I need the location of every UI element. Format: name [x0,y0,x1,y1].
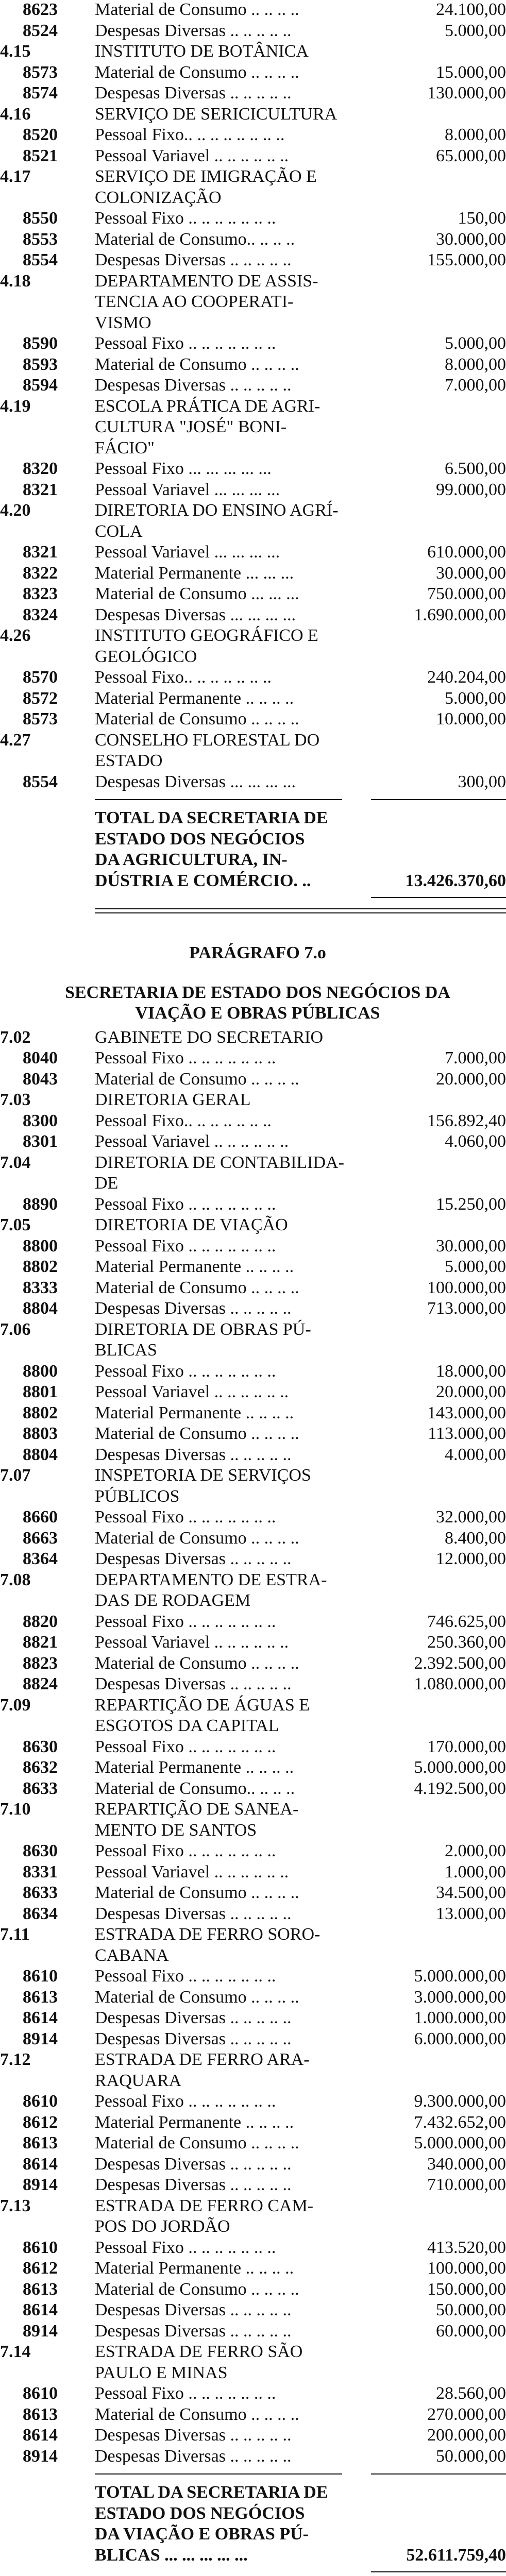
section-number: 7.05 [0,1215,31,1234]
section-heading: COLONIZAÇÃO [95,188,222,207]
expense-label: Pessoal Variavel .. .. .. .. .. .. [95,1633,289,1652]
expense-code: 8914 [23,2446,58,2466]
expense-label: Material de Consumo .. .. .. .. [95,1278,299,1297]
expense-amount: 4.060,00 [445,1132,506,1151]
expense-label: Material Permanente .. .. .. .. [95,2259,294,2278]
expense-label: Material Permanente .. .. .. .. [95,1403,294,1422]
expense-amount: 8.000,00 [445,125,506,144]
expense-label: Pessoal Fixo .. .. .. .. .. .. .. [95,1612,276,1631]
expense-amount: 713.000,00 [427,1299,506,1318]
expense-label: Despesas Diversas .. .. .. .. .. [95,1904,292,1923]
expense-amount: 1.690.000,00 [414,605,506,624]
expense-amount: 7.000,00 [445,1048,506,1067]
expense-label: Pessoal Variavel .. .. .. .. .. .. [95,1132,289,1151]
expense-label: Pessoal Fixo .. .. .. .. .. .. .. [95,2238,276,2257]
expense-amount: 8.000,00 [445,354,506,374]
expense-code: 8594 [23,376,58,395]
section-heading: CABANA [95,1945,169,1965]
expense-code: 8321 [23,543,58,562]
section-heading: RAQUARA [95,2071,182,2090]
expense-amount: 2.000,00 [445,1841,506,1860]
expense-label: Despesas Diversas .. .. .. .. .. [95,1445,292,1464]
expense-label: Despesas Diversas ... ... ... ... [95,772,296,791]
expense-label: Pessoal Fixo .. .. .. .. .. .. .. [95,1737,276,1756]
chapter-title: VIAÇÃO E OBRAS PÚBLICAS [135,1004,380,1023]
total-label: DA AGRICULTURA, IN- [95,850,288,869]
expense-amount: 6.500,00 [445,459,506,478]
expense-label: Material de Consumo .. .. .. .. [95,1069,299,1089]
expense-amount: 5.000.000,00 [414,2133,506,2153]
expense-label: Pessoal Fixo .. .. .. .. .. .. .. [95,2092,276,2111]
expense-amount: 113.000,00 [428,1424,506,1443]
expense-amount: 5.000.000,00 [414,1967,506,1986]
expense-amount: 5.000,00 [445,688,506,708]
expense-code: 8613 [23,2279,58,2299]
expense-amount: 270.000,00 [427,2404,506,2424]
section-heading: GEOLÓGICO [95,647,197,666]
expense-code: 8613 [23,2404,58,2424]
expense-code: 8634 [23,1904,58,1923]
expense-amount: 34.500,00 [436,1883,506,1902]
expense-code: 8800 [23,1236,58,1256]
expense-amount: 150,00 [458,209,506,228]
expense-amount: 100.000,00 [427,1278,506,1297]
expense-amount: 4.000,00 [445,1445,506,1464]
section-heading: DE [95,1174,119,1193]
expense-amount: 20.000,00 [436,1382,506,1401]
section-heading: INSTITUTO DE BOTÂNICA [95,42,309,61]
expense-code: 8524 [23,21,58,40]
expense-label: Pessoal Fixo .. .. .. .. .. .. .. [95,1507,276,1527]
expense-label: Material de Consumo.. .. .. .. [95,229,295,249]
expense-code: 8800 [23,1361,58,1381]
expense-label: Pessoal Fixo.. .. .. .. .. .. .. [95,668,272,687]
expense-code: 8610 [23,2238,58,2257]
expense-code: 8610 [23,1967,58,1986]
expense-amount: 750.000,00 [427,584,506,603]
expense-amount: 5.000,00 [445,1257,506,1276]
section-number: 7.09 [0,1695,31,1715]
expense-label: Pessoal Fixo .. .. .. .. .. .. .. [95,1967,276,1986]
section-number: 7.10 [0,1800,31,1819]
expense-label: Pessoal Fixo .. .. .. .. .. .. .. [95,209,276,228]
expense-code: 8324 [23,605,58,624]
section-number: 7.13 [0,2196,31,2215]
section-number: 7.06 [0,1319,31,1339]
expense-label: Material de Consumo .. .. .. .. [95,0,299,19]
section-heading: TENCIA AO COOPERATI- [95,292,294,311]
section-heading: REPARTIÇÃO DE SANEA- [95,1800,299,1819]
section-number: 4.16 [0,104,31,124]
total-label: BLICAS ... ... ... ... ... [95,2545,248,2565]
expense-amount: 28.560,00 [436,2384,506,2403]
expense-amount: 1.080.000,00 [414,1674,506,1693]
expense-code: 8663 [23,1528,58,1548]
expense-label: Despesas Diversas .. .. .. .. .. [95,2321,292,2341]
expense-code: 8364 [23,1549,58,1568]
expense-amount: 610.000,00 [427,543,506,562]
section-end-rule [95,912,506,913]
expense-code: 8614 [23,2426,58,2445]
expense-amount: 1.000,00 [445,1862,506,1882]
expense-label: Despesas Diversas .. .. .. .. .. [95,1674,292,1693]
expense-amount: 156.892,40 [427,1111,506,1130]
expense-label: Pessoal Fixo .. .. .. .. .. .. .. [95,334,276,353]
expense-code: 8801 [23,1382,58,1401]
expense-amount: 60.000,00 [436,2321,506,2341]
expense-amount: 50.000,00 [436,2300,506,2319]
expense-label: Pessoal Fixo .. .. .. .. .. .. .. [95,1236,276,1256]
section-number: 7.11 [0,1925,30,1944]
expense-code: 8572 [23,688,58,708]
section-heading: INSPETORIA DE SERVIÇOS [95,1466,311,1485]
expense-code: 8914 [23,2175,58,2194]
expense-label: Despesas Diversas ... ... ... ... [95,605,296,624]
expense-amount: 2.392.500,00 [414,1653,506,1673]
expense-amount: 143.000,00 [427,1403,506,1422]
section-number: 7.07 [0,1466,31,1485]
section-heading: ESTRADA DE FERRO ARA- [95,2050,310,2069]
expense-amount: 1.000.000,00 [414,2008,506,2027]
expense-label: Material de Consumo .. .. .. .. [95,1883,299,1902]
expense-code: 8574 [23,83,58,103]
expense-code: 8320 [23,459,58,478]
expense-amount: 9.300.000,00 [414,2092,506,2111]
expense-code: 8820 [23,1612,58,1631]
section-number: 7.14 [0,2342,31,2361]
expense-label: Material de Consumo .. .. .. .. [95,354,299,374]
total-amount-top-rule [371,2473,506,2475]
expense-label: Despesas Diversas .. .. .. .. .. [95,2300,292,2319]
expense-label: Despesas Diversas .. .. .. .. .. [95,2446,292,2466]
chapter-title: SECRETARIA DE ESTADO DOS NEGÓCIOS DA [65,982,450,1002]
expense-amount: 20.000,00 [436,1069,506,1089]
expense-amount: 170.000,00 [427,1737,506,1756]
expense-code: 8590 [23,334,58,353]
section-heading: DIRETORIA DE CONTABILIDA- [95,1153,344,1172]
section-heading: ESGOTOS DA CAPITAL [95,1716,279,1735]
section-heading: DAS DE RODAGEM [95,1591,251,1610]
expense-code: 8614 [23,2300,58,2319]
expense-label: Material Permanente .. .. .. .. [95,2112,294,2132]
expense-code: 8321 [23,480,58,499]
expense-code: 8803 [23,1424,58,1443]
total-top-rule [95,799,342,800]
total-label: DÚSTRIA E COMÉRCIO. .. [95,871,311,890]
expense-label: Material Permanente ... ... ... [95,563,294,583]
expense-code: 8632 [23,1758,58,1777]
expense-label: Material de Consumo .. .. .. .. [95,709,299,728]
expense-amount: 3.000.000,00 [414,1987,506,2007]
section-number: 7.03 [0,1090,31,1109]
expense-code: 8802 [23,1403,58,1422]
expense-label: Despesas Diversas .. .. .. .. .. [95,1299,292,1318]
expense-label: Material de Consumo .. .. .. .. [95,2279,299,2299]
section-heading: INSTITUTO GEOGRÁFICO E [95,626,318,645]
expense-amount: 4.192.500,00 [414,1778,506,1798]
section-heading: DIRETORIA GERAL [95,1090,251,1109]
section-number: 7.02 [0,1027,31,1047]
expense-amount: 200.000,00 [427,2426,506,2445]
expense-code: 8573 [23,709,58,728]
expense-code: 8573 [23,62,58,82]
expense-amount: 7.000,00 [445,376,506,395]
section-heading: ESTRADA DE FERRO SÃO [95,2342,303,2361]
expense-code: 8630 [23,1737,58,1756]
expense-label: Pessoal Variavel .. .. .. .. .. .. [95,1382,289,1401]
expense-code: 8614 [23,2154,58,2174]
expense-code: 8623 [23,0,58,19]
section-heading: ESCOLA PRÁTICA DE AGRI- [95,396,321,416]
expense-label: Material de Consumo .. .. .. .. [95,1987,299,2007]
section-heading: ESTRADA DE FERRO SORO- [95,1925,321,1944]
expense-code: 8554 [23,772,58,791]
expense-amount: 250.360,00 [427,1633,506,1652]
expense-label: Pessoal Fixo .. .. .. .. .. .. .. [95,2384,276,2403]
expense-code: 8660 [23,1507,58,1527]
section-number: 4.26 [0,626,31,645]
section-number: 7.04 [0,1153,31,1172]
expense-amount: 100.000,00 [427,2259,506,2278]
expense-amount: 340.000,00 [427,2154,506,2174]
total-amount: 13.426.370,60 [405,871,506,890]
section-number: 7.08 [0,1570,31,1589]
section-heading: CULTURA "JOSÉ" BONI- [95,417,287,436]
expense-label: Material de Consumo .. .. .. .. [95,1424,299,1443]
expense-label: Pessoal Fixo .. .. .. .. .. .. .. [95,1048,276,1067]
expense-amount: 30.000,00 [436,229,506,249]
expense-code: 8630 [23,1841,58,1860]
expense-code: 8823 [23,1653,58,1673]
section-heading: VISMO [95,313,151,332]
expense-amount: 32.000,00 [436,1507,506,1527]
section-number: 4.15 [0,42,31,61]
expense-amount: 18.000,00 [436,1361,506,1381]
section-number: 4.19 [0,396,31,416]
section-heading: DIRETORIA DO ENSINO AGRÍ- [95,501,339,520]
expense-amount: 8.400,00 [445,1528,506,1548]
expense-amount: 12.000,00 [436,1549,506,1568]
expense-label: Despesas Diversas .. .. .. .. .. [95,2154,292,2174]
expense-code: 8613 [23,1987,58,2007]
expense-amount: 13.000,00 [436,1904,506,1923]
total-label: DA VIAÇÃO E OBRAS PÚ- [95,2524,309,2544]
expense-label: Material Permanente .. .. .. .. [95,1257,294,1276]
expense-label: Pessoal Fixo .. .. .. .. .. .. .. [95,1361,276,1381]
expense-label: Pessoal Variavel ... ... ... ... [95,480,280,499]
expense-label: Material Permanente .. .. .. .. [95,1758,294,1777]
expense-label: Despesas Diversas .. .. .. .. .. [95,2426,292,2445]
expense-label: Pessoal Fixo .. .. .. .. .. .. .. [95,1841,276,1860]
expense-label: Material de Consumo .. .. .. .. [95,1528,299,1548]
expense-amount: 413.520,00 [427,2238,506,2257]
expense-label: Despesas Diversas .. .. .. .. .. [95,2029,292,2048]
expense-code: 8593 [23,354,58,374]
expense-code: 8633 [23,1778,58,1798]
expense-label: Material de Consumo .. .. .. .. [95,2133,299,2153]
expense-amount: 6.000.000,00 [414,2029,506,2048]
total-label: TOTAL DA SECRETARIA DE [95,808,328,827]
expense-code: 8301 [23,1132,58,1151]
expense-amount: 15.250,00 [436,1194,506,1214]
total-amount-bottom-rule [371,2571,506,2572]
section-heading: ESTRADA DE FERRO CAM- [95,2196,314,2215]
expense-code: 8612 [23,2112,58,2132]
expense-amount: 10.000,00 [436,709,506,728]
section-heading: BLICAS [95,1341,157,1360]
expense-code: 8612 [23,2259,58,2278]
expense-code: 8570 [23,668,58,687]
expense-label: Despesas Diversas .. .. .. .. .. [95,21,292,40]
expense-label: Material de Consumo .. .. .. .. [95,2404,299,2424]
total-amount: 52.611.759,40 [406,2545,506,2565]
total-amount-bottom-rule [371,897,506,898]
expense-amount: 50.000,00 [436,2446,506,2466]
section-end-rule [95,908,506,909]
expense-amount: 5.000,00 [445,334,506,353]
expense-code: 8614 [23,2008,58,2027]
expense-code: 8043 [23,1069,58,1089]
expense-amount: 710.000,00 [427,2175,506,2194]
section-heading: DEPARTAMENTO DE ASSIS- [95,271,318,291]
total-top-rule [95,2473,342,2475]
expense-code: 8521 [23,146,58,165]
expense-code: 8613 [23,2133,58,2153]
expense-label: Material de Consumo .. .. .. .. [95,62,299,82]
expense-code: 8821 [23,1633,58,1652]
expense-label: Pessoal Variavel .. .. .. .. .. .. [95,146,289,165]
expense-label: Despesas Diversas .. .. .. .. .. [95,250,292,269]
expense-code: 8890 [23,1194,58,1214]
expense-amount: 24.100,00 [436,0,506,19]
expense-code: 8610 [23,2384,58,2403]
total-label: ESTADO DOS NEGÓCIOS [95,829,305,849]
expense-amount: 7.432.652,00 [414,2112,506,2132]
expense-label: Material de Consumo ... ... ... [95,584,299,603]
expense-label: Pessoal Variavel .. .. .. .. .. .. [95,1862,289,1882]
chapter-title: PARÁGRAFO 7.o [189,943,326,962]
expense-code: 8520 [23,125,58,144]
expense-code: 8553 [23,229,58,249]
expense-label: Pessoal Variavel ... ... ... ... [95,543,280,562]
expense-code: 8802 [23,1257,58,1276]
section-heading: MENTO DE SANTOS [95,1820,257,1840]
expense-code: 8914 [23,2029,58,2048]
section-heading: CONSELHO FLORESTAL DO [95,730,320,750]
expense-code: 8914 [23,2321,58,2341]
section-heading: SERVIÇO DE IMIGRAÇÃO E [95,167,317,186]
expense-label: Material de Consumo.. .. .. .. [95,1778,295,1798]
expense-amount: 300,00 [458,772,506,791]
expense-code: 8040 [23,1048,58,1067]
section-heading: COLA [95,521,143,541]
expense-amount: 30.000,00 [436,1236,506,1256]
expense-code: 8804 [23,1299,58,1318]
section-heading: DIRETORIA DE VIAÇÃO [95,1215,288,1234]
expense-amount: 746.625,00 [427,1612,506,1631]
expense-code: 8333 [23,1278,58,1297]
expense-label: Despesas Diversas .. .. .. .. .. [95,376,292,395]
section-heading: GABINETE DO SECRETARIO [95,1027,324,1047]
expense-label: Despesas Diversas .. .. .. .. .. [95,1549,292,1568]
section-number: 7.12 [0,2050,31,2069]
section-heading: ESTADO [95,751,163,770]
section-heading: SERVIÇO DE SERICICULTURA [95,104,338,124]
expense-code: 8322 [23,563,58,583]
section-heading: REPARTIÇÃO DE ÁGUAS E [95,1695,310,1715]
expense-amount: 5.000,00 [445,21,506,40]
total-amount-top-rule [371,799,506,800]
expense-label: Pessoal Fixo .. .. .. .. .. .. .. [95,1194,276,1214]
expense-amount: 240.204,00 [427,668,506,687]
expense-code: 8610 [23,2092,58,2111]
expense-label: Material de Consumo .. .. .. .. [95,1653,299,1673]
section-heading: PÚBLICOS [95,1486,180,1506]
section-number: 4.20 [0,501,31,520]
section-heading: PAULO E MINAS [95,2363,228,2382]
expense-amount: 15.000,00 [436,62,506,82]
expense-code: 8300 [23,1111,58,1130]
section-number: 4.17 [0,167,31,186]
expense-code: 8804 [23,1445,58,1464]
expense-code: 8323 [23,584,58,603]
expense-amount: 155.000,00 [427,250,506,269]
expense-code: 8633 [23,1883,58,1902]
section-number: 4.27 [0,730,31,750]
total-label: TOTAL DA SECRETARIA DE [95,2483,328,2502]
expense-amount: 65.000,00 [436,146,506,165]
section-heading: DEPARTAMENTO DE ESTRA- [95,1570,327,1589]
expense-label: Pessoal Fixo.. .. .. .. .. .. .. .. [95,125,285,144]
section-number: 4.18 [0,271,31,291]
section-heading: POS DO JORDÃO [95,2217,230,2236]
expense-code: 8331 [23,1862,58,1882]
expense-label: Despesas Diversas .. .. .. .. .. [95,2008,292,2027]
expense-label: Despesas Diversas .. .. .. .. .. [95,83,292,103]
expense-label: Material Permanente .. .. .. .. [95,688,294,708]
expense-code: 8554 [23,250,58,269]
expense-amount: 99.000,00 [436,480,506,499]
expense-label: Despesas Diversas .. .. .. .. .. [95,2175,292,2194]
expense-amount: 30.000,00 [436,563,506,583]
expense-amount: 5.000.000,00 [414,1758,506,1777]
section-heading: DIRETORIA DE OBRAS PÚ- [95,1319,311,1339]
total-label: ESTADO DOS NEGÓCIOS [95,2503,305,2523]
expense-amount: 150.000,00 [427,2279,506,2299]
expense-label: Pessoal Fixo.. .. .. .. .. .. .. [95,1111,272,1130]
expense-code: 8550 [23,209,58,228]
expense-amount: 130.000,00 [427,83,506,103]
expense-code: 8824 [23,1674,58,1693]
section-heading: FÁCIO" [95,438,155,457]
expense-label: Pessoal Fixo ... ... ... ... ... [95,459,272,478]
